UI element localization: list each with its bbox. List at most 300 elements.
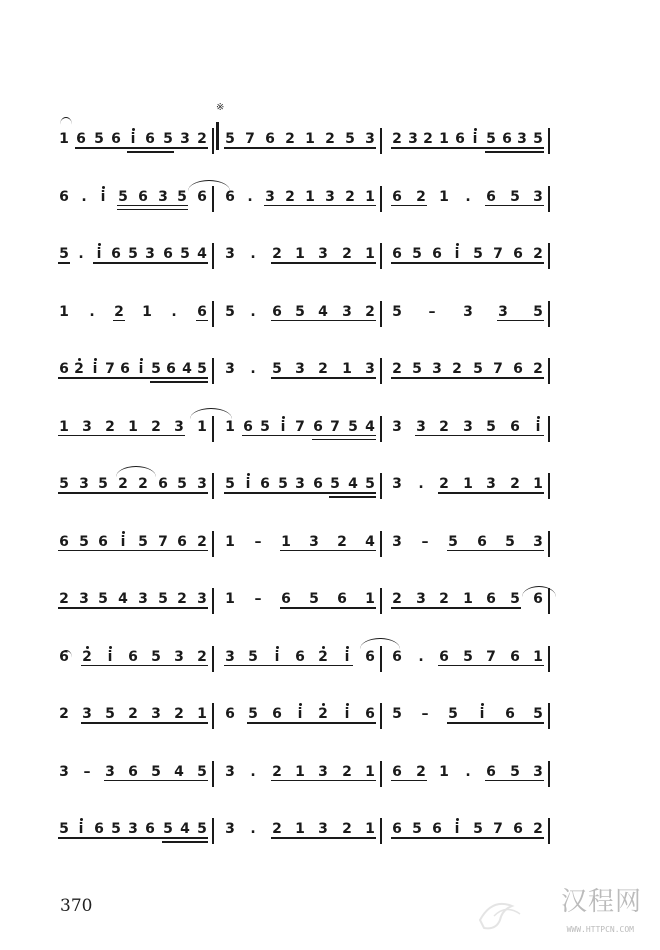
score-note: 1 (295, 246, 305, 262)
score-note: 1 (365, 763, 375, 780)
score-note: 2 (325, 131, 335, 147)
score-note: 6 (98, 533, 108, 550)
score-note: i (449, 822, 465, 836)
score-note: 5 (412, 246, 422, 262)
score-note: 6 (163, 246, 173, 262)
score-note: – (428, 303, 436, 320)
score-note: 3 (225, 246, 235, 262)
bar-line (380, 531, 382, 557)
score-note: 5 (118, 188, 128, 205)
score-note: 4 (197, 246, 207, 262)
bar-line (548, 761, 550, 787)
score-note: 6 (197, 303, 207, 320)
beam-underline (391, 780, 427, 782)
bar-line (548, 416, 550, 442)
bar-line (212, 358, 214, 384)
score-note: 5 (348, 418, 358, 435)
score-note: 5 (260, 418, 270, 435)
score-note: 6 (295, 648, 305, 665)
score-note: 2 (174, 706, 184, 722)
score-note: 2 (533, 821, 543, 837)
score-note: 5 (510, 188, 520, 205)
score-note: 2 (114, 303, 124, 320)
score-note: . (247, 188, 253, 205)
score-note: 4 (348, 476, 358, 492)
score-note: 6 (392, 188, 402, 205)
score-note: 5 (412, 361, 422, 377)
score-note: 3 (392, 533, 402, 550)
score-note: i (449, 247, 465, 261)
score-note: . (250, 763, 256, 780)
score-note: 1 (305, 188, 315, 205)
score-note: 5 (463, 648, 473, 665)
score-note: 5 (94, 131, 104, 147)
score-note: 6 (197, 188, 207, 205)
score-note: 3 (463, 418, 473, 435)
score-note: 5 (151, 648, 161, 665)
score-note: – (83, 763, 91, 780)
score-note: 3 (225, 763, 235, 780)
score-note: 6 (502, 131, 512, 147)
score-note: . (171, 303, 177, 320)
score-note: 2 (533, 246, 543, 262)
score-note: 1 (365, 246, 375, 262)
beam-underline (58, 492, 208, 494)
beam-underline (391, 377, 544, 379)
bar-line (380, 186, 382, 212)
score-note: 5 (180, 246, 190, 262)
score-note: 3 (174, 418, 184, 435)
score-note: 5 (330, 476, 340, 492)
score-note: 2 (439, 591, 449, 607)
bar-line (380, 416, 382, 442)
score-note: 1 (281, 533, 291, 550)
score-note: 3 (79, 476, 89, 492)
score-note: 5 (533, 706, 543, 722)
score-note: 1 (59, 303, 69, 320)
beam-underline (485, 151, 544, 153)
score-note: 5 (309, 591, 319, 607)
tie-arc (116, 466, 156, 477)
score-note: 2 (272, 246, 282, 262)
score-note: 2 (177, 591, 187, 607)
beam-underline (329, 496, 376, 498)
score-note: 3 (128, 821, 138, 837)
score-note: 7 (486, 648, 496, 665)
beam-underline (391, 262, 544, 264)
score-note: 6 (166, 361, 176, 377)
beam-underline (224, 492, 376, 494)
score-note: 2 (392, 131, 402, 147)
score-note: 2 (533, 361, 543, 377)
score-note: 2 (416, 188, 426, 205)
score-note: 2 (272, 821, 282, 837)
score-note: 1 (295, 821, 305, 837)
score-note: 6 (177, 533, 187, 550)
bar-line (548, 301, 550, 327)
score-note: . (418, 648, 424, 665)
score-note: 2 (365, 303, 375, 320)
score-note: 4 (182, 361, 192, 377)
score-note: 5 (345, 131, 355, 147)
beam-underline (447, 550, 544, 552)
score-note: . (89, 303, 95, 320)
bar-line (548, 358, 550, 384)
score-note: 6 (313, 418, 323, 435)
score-note: 5 (248, 648, 258, 665)
score-note: 3 (318, 821, 328, 837)
tie-arc (190, 408, 232, 419)
score-note: i (467, 132, 483, 146)
score-note: 6 (59, 361, 69, 377)
score-note: 3 (325, 188, 335, 205)
score-note: 2 (197, 131, 207, 147)
bar-line (548, 818, 550, 844)
score-note: 6 (513, 361, 523, 377)
score-note: 5 (510, 763, 520, 780)
score-note: 6 (365, 706, 375, 722)
score-note: 6 (510, 648, 520, 665)
score-note: 3 (138, 591, 148, 607)
bar-line (212, 128, 214, 154)
tie-arc (188, 180, 230, 191)
bar-line (380, 703, 382, 729)
score-note: 4 (365, 418, 375, 435)
score-note: 3 (416, 591, 426, 607)
score-note: 5 (272, 361, 282, 377)
score-note: – (254, 591, 262, 607)
score-note: 3 (82, 418, 92, 435)
score-note: 6 (392, 648, 402, 665)
score-note: 5 (111, 821, 121, 837)
score-note: 4 (180, 821, 190, 837)
score-note: 5 (177, 188, 187, 205)
bar-line (548, 703, 550, 729)
score-note: 5 (197, 763, 207, 780)
score-note: 3 (486, 476, 496, 492)
score-note: 6 (138, 188, 148, 205)
score-note: 5 (510, 591, 520, 607)
score-note: 3 (59, 763, 69, 780)
beam-underline (81, 722, 208, 724)
beam-underline (264, 205, 376, 207)
score-note: 2 (79, 650, 95, 664)
watermark-text: 汉程网 (560, 887, 642, 917)
score-note: 1 (463, 476, 473, 492)
score-note: 6 (59, 533, 69, 550)
beam-underline (391, 147, 544, 149)
score-note: 3 (197, 591, 207, 607)
score-note: i (240, 477, 256, 491)
score-note: 3 (392, 418, 402, 435)
score-note: 5 (158, 591, 168, 607)
score-note: 5 (505, 533, 515, 550)
score-note: 2 (392, 361, 402, 377)
score-note: 3 (265, 188, 275, 205)
score-note: . (81, 188, 87, 205)
score-note: 1 (533, 476, 543, 492)
score-note: 2 (59, 706, 69, 722)
score-note: 3 (225, 821, 235, 837)
score-note: 6 (432, 246, 442, 262)
score-note: 5 (128, 246, 138, 262)
bar-line (212, 646, 214, 672)
score-note: 1 (305, 131, 315, 147)
score-note: i (102, 650, 118, 664)
score-note: 5 (533, 131, 543, 147)
score-note: 3 (365, 131, 375, 147)
score-note: 6 (392, 246, 402, 262)
score-note: 1 (128, 418, 138, 435)
score-note: 1 (225, 418, 235, 435)
beam-underline (224, 147, 376, 149)
score-note: 5 (177, 476, 187, 492)
beam-underline (117, 209, 188, 211)
beam-underline (312, 439, 376, 441)
score-note: 6 (486, 763, 496, 780)
score-note: 5 (365, 476, 375, 492)
score-note: 5 (79, 533, 89, 550)
score-note: 5 (163, 821, 173, 837)
score-note: 3 (295, 476, 305, 492)
score-note: 3 (342, 303, 352, 320)
score-note: 1 (197, 706, 207, 722)
score-note: 2 (423, 131, 433, 147)
score-note: 1 (197, 418, 207, 435)
score-note: 3 (105, 763, 115, 780)
score-note: 2 (315, 650, 331, 664)
bar-line (380, 588, 382, 614)
bar-line (548, 243, 550, 269)
beam-underline (81, 665, 208, 667)
bar-line (548, 128, 550, 154)
bar-line (212, 818, 214, 844)
bar-line (548, 186, 550, 212)
score-note: 5 (151, 361, 161, 377)
beam-underline (58, 550, 208, 552)
score-note: 6 (272, 706, 282, 722)
score-note: 6 (111, 131, 121, 147)
score-note: 1 (225, 533, 235, 550)
score-note: i (269, 650, 285, 664)
score-note: 1 (365, 591, 375, 607)
score-note: 6 (513, 821, 523, 837)
score-note: 2 (315, 707, 331, 721)
beam-underline (58, 837, 208, 839)
bar-line (380, 473, 382, 499)
score-note: 2 (285, 131, 295, 147)
bar-line (212, 301, 214, 327)
score-note: 6 (128, 648, 138, 665)
score-note: 3 (318, 763, 328, 780)
score-note: 1 (142, 303, 152, 320)
bar-line (212, 473, 214, 499)
score-note: 3 (295, 361, 305, 377)
score-note: i (530, 420, 546, 434)
score-note: . (250, 303, 256, 320)
score-note: 5 (59, 246, 69, 262)
score-note: 5 (197, 821, 207, 837)
score-note: i (125, 132, 141, 146)
score-note: 3 (197, 476, 207, 492)
beam-underline (150, 381, 208, 383)
beam-underline (271, 780, 376, 782)
bar-line (212, 531, 214, 557)
score-note: 2 (272, 763, 282, 780)
beam-underline (127, 151, 174, 153)
beam-underline (447, 722, 544, 724)
score-note: 2 (439, 418, 449, 435)
score-note: 3 (517, 131, 527, 147)
score-note: 3 (82, 706, 92, 722)
score-note: 6 (510, 418, 520, 435)
score-note: 1 (439, 188, 449, 205)
score-note: 7 (105, 361, 115, 377)
score-note: 3 (533, 533, 543, 550)
score-note: 5 (151, 763, 161, 780)
score-note: . (250, 361, 256, 377)
beam-underline (271, 837, 376, 839)
score-note: 4 (318, 303, 328, 320)
score-note: – (421, 706, 429, 722)
score-note: 3 (392, 476, 402, 492)
score-note: 5 (473, 821, 483, 837)
score-note: 2 (342, 821, 352, 837)
bar-line (380, 128, 382, 154)
score-note: 2 (118, 476, 128, 492)
score-note: 2 (197, 648, 207, 665)
score-note: 6 (486, 591, 496, 607)
score-note: 6 (513, 246, 523, 262)
bar-line (212, 761, 214, 787)
beam-underline (415, 435, 544, 437)
score-note: – (421, 533, 429, 550)
score-note: 6 (243, 418, 253, 435)
score-note: 5 (197, 361, 207, 377)
score-note: . (418, 476, 424, 492)
beam-underline (280, 550, 376, 552)
score-note: . (250, 821, 256, 837)
score-note: 5 (59, 476, 69, 492)
score-note: 6 (260, 476, 270, 492)
score-note: . (250, 246, 256, 262)
score-note: 2 (342, 763, 352, 780)
score-note: 6 (313, 476, 323, 492)
score-note: 3 (432, 361, 442, 377)
score-note: 5 (98, 591, 108, 607)
score-note: 5 (225, 303, 235, 320)
score-note: i (87, 362, 103, 376)
score-note: 6 (225, 188, 235, 205)
score-note: 3 (463, 303, 473, 320)
score-note: i (339, 650, 355, 664)
bar-line (380, 646, 382, 672)
beam-underline (196, 320, 208, 322)
bar-line (380, 243, 382, 269)
score-note: 5 (225, 476, 235, 492)
score-note: 6 (120, 361, 130, 377)
beam-underline (58, 435, 185, 437)
beam-underline (93, 262, 208, 264)
beam-underline (391, 607, 521, 609)
bar-line (212, 703, 214, 729)
score-note: 6 (505, 706, 515, 722)
score-note: 5 (412, 821, 422, 837)
score-note: 6 (158, 476, 168, 492)
bar-line (380, 358, 382, 384)
score-note: 3 (225, 648, 235, 665)
score-note: 3 (158, 188, 168, 205)
score-note: 6 (145, 821, 155, 837)
score-note: 6 (455, 131, 465, 147)
score-note: 2 (510, 476, 520, 492)
score-note: 3 (309, 533, 319, 550)
beam-underline (485, 780, 544, 782)
score-note: 6 (76, 131, 86, 147)
score-note: 3 (408, 131, 418, 147)
score-note: 2 (151, 418, 161, 435)
bar-line (548, 646, 550, 672)
bar-line (380, 818, 382, 844)
score-note: 5 (448, 706, 458, 722)
score-note: 5 (138, 533, 148, 550)
score-note: 3 (180, 131, 190, 147)
score-note: i (275, 420, 291, 434)
score-note: 6 (533, 591, 543, 607)
beam-underline (58, 262, 70, 264)
score-note: 4 (174, 763, 184, 780)
score-note: i (292, 707, 308, 721)
score-note: 6 (59, 188, 69, 205)
score-note: 1 (439, 131, 449, 147)
score-note: i (474, 707, 490, 721)
score-note: 3 (151, 706, 161, 722)
score-note: 2 (285, 188, 295, 205)
score-note: – (254, 533, 262, 550)
beam-underline (117, 205, 188, 207)
score-note: 6 (145, 131, 155, 147)
beam-underline (104, 780, 208, 782)
score-note: 4 (118, 591, 128, 607)
score-note: 5 (533, 303, 543, 320)
page-number: 370 (60, 896, 93, 916)
score-note: 3 (533, 763, 543, 780)
score-note: 2 (138, 476, 148, 492)
score-note: 7 (158, 533, 168, 550)
beam-underline (113, 320, 125, 322)
score-note: 6 (477, 533, 487, 550)
score-note: 3 (145, 246, 155, 262)
beam-underline (224, 665, 353, 667)
score-note: 2 (197, 533, 207, 550)
score-note: 5 (163, 131, 173, 147)
beam-underline (485, 205, 544, 207)
score-note: 3 (416, 418, 426, 435)
score-note: 5 (225, 131, 235, 147)
bar-line (212, 416, 214, 442)
segno-sign: ※ (216, 102, 225, 113)
beam-underline (391, 205, 427, 207)
score-note: 6 (59, 648, 69, 665)
score-note: 6 (281, 591, 291, 607)
double-bar-line (216, 122, 219, 150)
score-note: 2 (105, 418, 115, 435)
score-note: 7 (330, 418, 340, 435)
score-note: 3 (174, 648, 184, 665)
beam-underline (75, 147, 208, 149)
score-note: 2 (416, 763, 426, 780)
beam-underline (247, 722, 376, 724)
